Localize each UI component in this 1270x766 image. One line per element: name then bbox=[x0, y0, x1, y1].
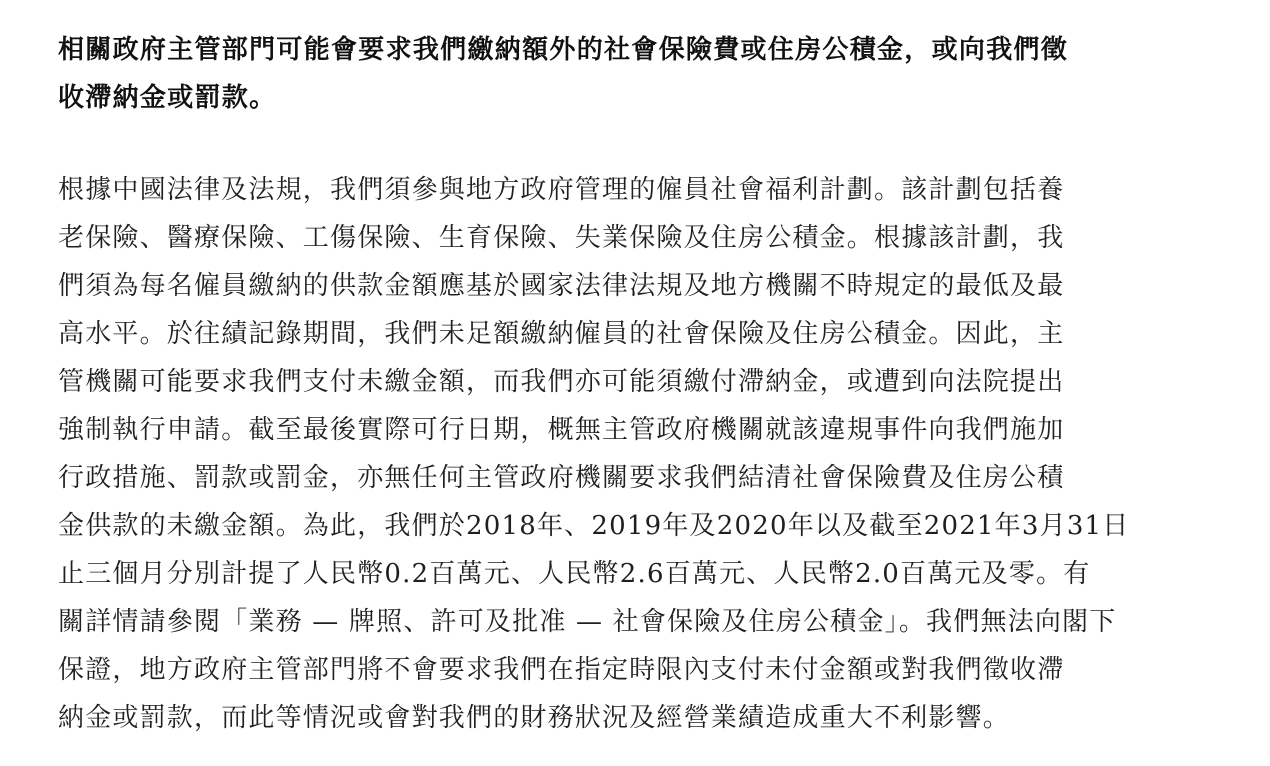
paragraph-line: 止三個月分別計提了人民幣0.2百萬元、人民幣2.6百萬元、人民幣2.0百萬元及零。有 bbox=[58, 559, 1091, 589]
paragraph-line: 強制執行申請。截至最後實際可行日期，概無主管政府機關就該違規事件向我們施加 bbox=[58, 415, 1065, 445]
paragraph-line: 行政措施、罰款或罰金，亦無任何主管政府機關要求我們結清社會保險費及住房公積 bbox=[58, 463, 1065, 493]
paragraph-line: 關詳情請參閱「業務 — 牌照、許可及批准 — 社會保險及住房公積金」。我們無法向閣下 bbox=[58, 607, 1117, 637]
heading-line: 相關政府主管部門可能會要求我們繳納額外的社會保險費或住房公積金，或向我們徵 bbox=[58, 35, 1069, 65]
paragraph-line: 們須為每名僱員繳納的供款金額應基於國家法律法規及地方機關不時規定的最低及最 bbox=[58, 271, 1065, 301]
document-page bbox=[58, 26, 1198, 742]
heading-line: 收滯納金或罰款。 bbox=[58, 83, 277, 113]
paragraph-line: 納金或罰款，而此等情況或會對我們的財務狀況及經營業績造成重大不利影響。 bbox=[58, 703, 1011, 733]
paragraph-line: 老保險、醫療保險、工傷保險、生育保險、失業保險及住房公積金。根據該計劃，我 bbox=[58, 223, 1065, 253]
paragraph-line: 保證，地方政府主管部門將不會要求我們在指定時限內支付未付金額或對我們徵收滯 bbox=[58, 655, 1065, 685]
paragraph-line: 高水平。於往績記錄期間，我們未足額繳納僱員的社會保險及住房公積金。因此，主 bbox=[58, 319, 1065, 349]
paragraph-line: 管機關可能要求我們支付未繳金額，而我們亦可能須繳付滯納金，或遭到向法院提出 bbox=[58, 367, 1065, 397]
section-heading bbox=[58, 26, 1198, 122]
paragraph-line: 根據中國法律及法規，我們須參與地方政府管理的僱員社會福利計劃。該計劃包括養 bbox=[58, 175, 1065, 205]
paragraph-line: 金供款的未繳金額。為此，我們於2018年、2019年及2020年以及截至2021年3月31日 bbox=[58, 511, 1130, 541]
body-paragraph bbox=[58, 166, 1198, 742]
